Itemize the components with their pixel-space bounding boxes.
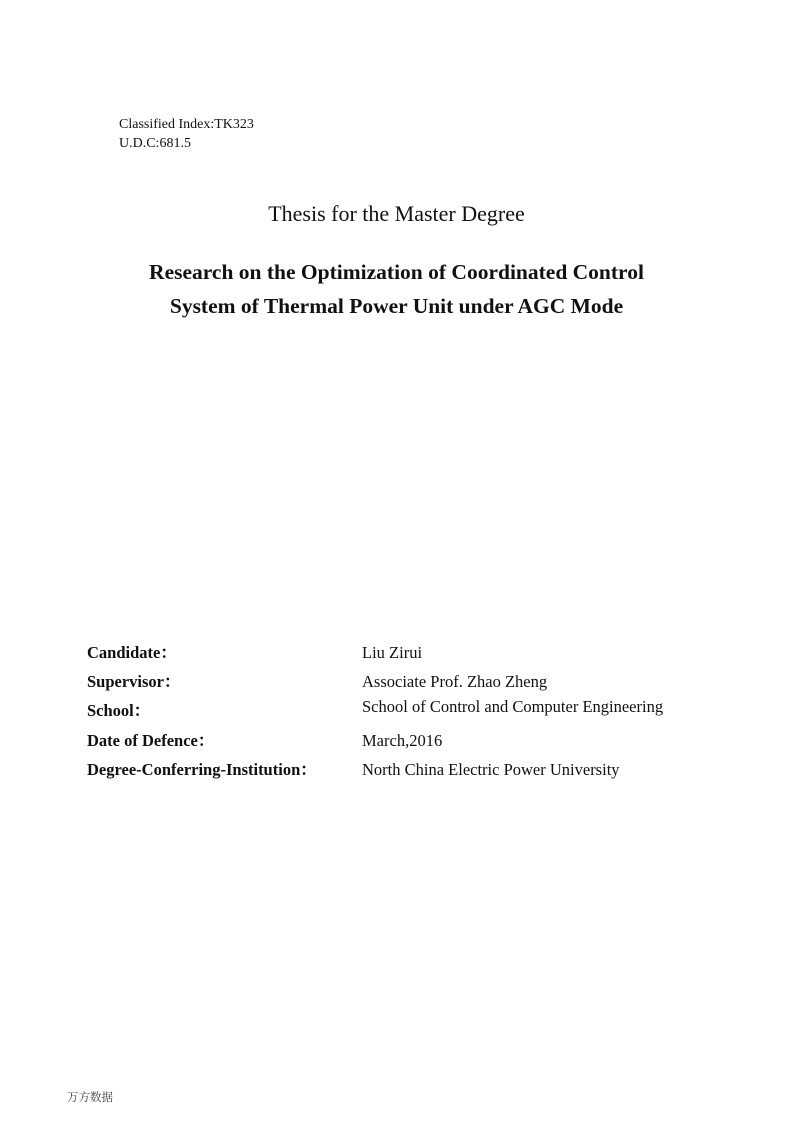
institution-label: Degree-Conferring-Institution：: [87, 760, 317, 779]
date-of-defence-value: March,2016: [362, 731, 443, 750]
thesis-title-line-1: Research on the Optimization of Coordinated Control: [149, 260, 644, 284]
candidate-value: Liu Zirui: [362, 643, 423, 662]
info-row-candidate: [87, 639, 663, 668]
thesis-info-block: [87, 639, 663, 785]
candidate-label: Candidate：: [87, 643, 177, 662]
watermark: 万方数据: [67, 1090, 113, 1104]
info-row-date-of-defence: [87, 727, 663, 756]
degree-type-heading: Thesis for the Master Degree: [268, 201, 525, 226]
date-of-defence-label: Date of Defence：: [87, 731, 215, 750]
info-row-institution: [87, 756, 663, 785]
supervisor-value: Associate Prof. Zhao Zheng: [362, 672, 548, 691]
thesis-title-line-2: System of Thermal Power Unit under AGC Mode: [169, 294, 624, 318]
school-label: School：: [87, 701, 151, 720]
classified-index: Classified Index:TK323: [119, 117, 254, 132]
info-row-school: [87, 693, 663, 723]
udc-code: U.D.C:681.5: [119, 136, 191, 151]
thesis-title: [0, 255, 793, 323]
supervisor-label: Supervisor：: [87, 672, 181, 691]
institution-value: North China Electric Power University: [362, 760, 620, 779]
school-value: School of Control and Computer Engineering: [362, 697, 664, 716]
classification-block: [119, 115, 254, 153]
